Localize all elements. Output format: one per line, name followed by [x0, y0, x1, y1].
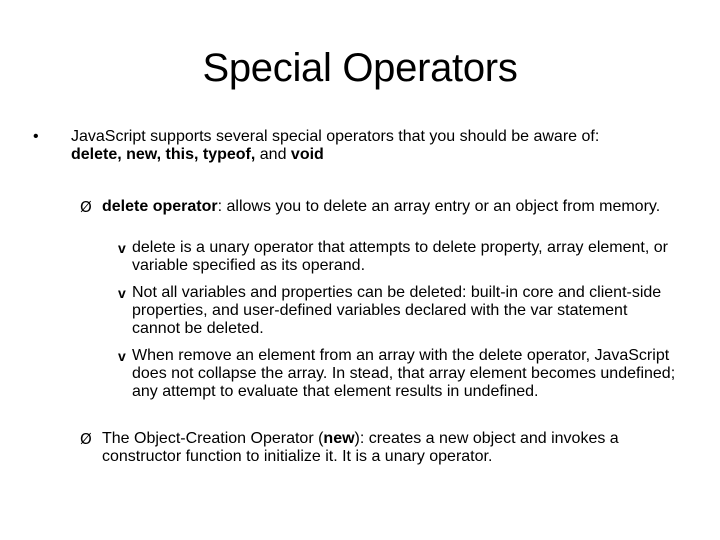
- intro-and: and: [255, 146, 291, 163]
- sub-item-text: When remove an element from an array with the delete operator, JavaScript does not collapse the array. In stead, that array element becomes undefined; any attempt to evaluate that element results in undefined.: [132, 347, 676, 400]
- delete-operator-text-block: [102, 198, 690, 216]
- bullet-dot-icon: •: [33, 128, 39, 145]
- sub-item: [118, 239, 678, 275]
- sub-item: [118, 284, 678, 338]
- new-operator-text-block: [102, 430, 690, 466]
- intro-bullet: [33, 128, 693, 164]
- new-operator-text-after: ): creates a new object and invokes a constructor function to initialize it. It is a unary operator.: [102, 430, 619, 465]
- sub-item: [118, 347, 678, 401]
- intro-text: JavaScript supports several special operators that you should be aware of:: [71, 128, 600, 145]
- sub-item-text: Not all variables and properties can be deleted: built-in core and client-side properties, and user-defined variables declared with the var statement cannot be deleted.: [132, 284, 662, 337]
- new-operator-bullet: [80, 430, 690, 466]
- new-operator-keyword: new: [323, 430, 355, 447]
- arrow-bullet-icon: Ø: [80, 198, 92, 216]
- diamond-bullet-icon: v: [118, 348, 126, 364]
- delete-operator-label: delete operator: [102, 198, 218, 215]
- delete-operator-text: : allows you to delete an array entry or an object from memory.: [217, 198, 661, 215]
- slide-title: Special Operators: [202, 46, 518, 90]
- diamond-bullet-icon: v: [118, 240, 126, 256]
- sub-item-text: delete is a unary operator that attempts to delete property, array element, or variable specified as its operand.: [132, 239, 668, 274]
- intro-text-block: [71, 128, 693, 164]
- arrow-bullet-icon: Ø: [80, 430, 92, 448]
- intro-operators-list: delete, new, this, typeof,: [71, 146, 256, 163]
- new-operator-text-before: The Object-Creation Operator (: [102, 430, 324, 447]
- diamond-bullet-icon: v: [118, 285, 126, 301]
- delete-operator-bullet: [80, 198, 690, 216]
- intro-last-operator: void: [290, 146, 324, 163]
